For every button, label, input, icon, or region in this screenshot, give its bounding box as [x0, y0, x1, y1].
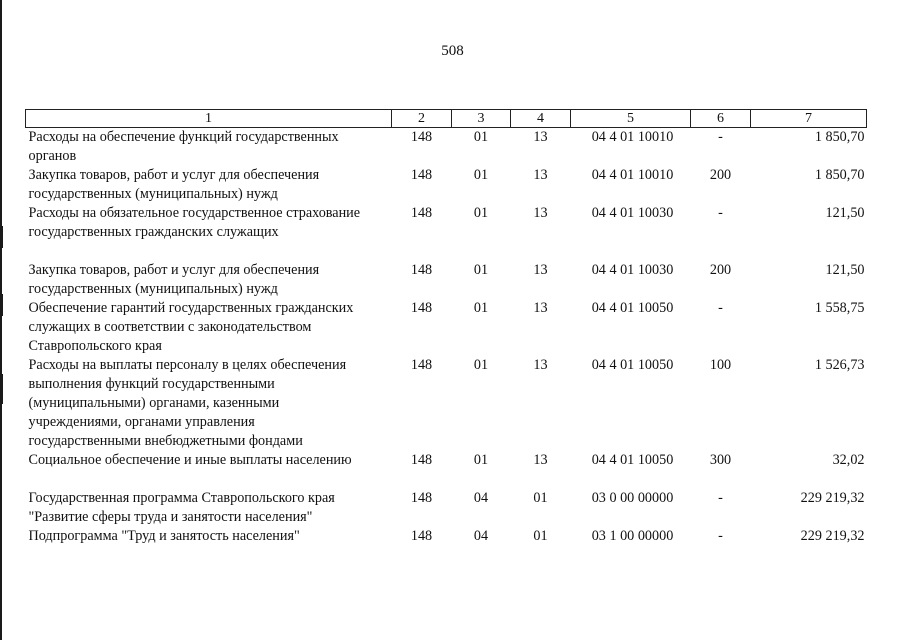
scan-edge-mark [0, 226, 3, 248]
expense-description [26, 451, 392, 470]
description-line: государственных гражданских служащих [28, 224, 279, 240]
expense-type-code: - [718, 490, 723, 506]
table-row [26, 261, 867, 299]
row-spacer [26, 470, 867, 489]
description-line: выполнения функций государственными [28, 376, 275, 392]
header-col-6: 6 [691, 110, 751, 128]
amount: 121,50 [825, 205, 865, 221]
budget-table [25, 109, 867, 546]
amount: 121,50 [825, 262, 865, 278]
ministry-code: 148 [410, 300, 433, 316]
header-col-2: 2 [392, 110, 452, 128]
section-code: 01 [473, 129, 489, 145]
scan-edge-mark [0, 294, 3, 316]
ministry-code: 148 [410, 490, 433, 506]
ministry-code: 148 [410, 262, 433, 278]
table-row [26, 166, 867, 204]
target-article-code: 04 4 01 10010 [591, 129, 674, 145]
expense-type-code: - [718, 300, 723, 316]
amount: 1 850,70 [814, 167, 865, 183]
header-col-7: 7 [751, 110, 867, 128]
table-row [26, 299, 867, 356]
section-code: 04 [473, 528, 489, 544]
subsection-code: 13 [533, 262, 548, 278]
section-code: 01 [473, 300, 489, 316]
description-line: государственными внебюджетными фондами [28, 433, 303, 449]
description-line: "Развитие сферы труда и занятости населения" [28, 509, 313, 525]
description-line: Расходы на обеспечение функций государственных [28, 129, 339, 145]
amount: 1 850,70 [814, 129, 865, 145]
expense-description [26, 299, 392, 356]
target-article-code: 04 4 01 10030 [591, 205, 674, 221]
description-line: Обеспечение гарантий государственных гражданских [28, 300, 354, 316]
target-article-code: 03 0 00 00000 [591, 490, 674, 506]
subsection-code: 13 [533, 357, 548, 373]
description-line: (муниципальными) органами, казенными [28, 395, 280, 411]
ministry-code: 148 [410, 205, 433, 221]
amount: 229 219,32 [800, 490, 865, 506]
target-article-code: 04 4 01 10010 [591, 167, 674, 183]
ministry-code: 148 [410, 528, 433, 544]
target-article-code: 04 4 01 10050 [591, 452, 674, 468]
description-line: Закупка товаров, работ и услуг для обеспечения [28, 262, 320, 278]
header-col-5: 5 [571, 110, 691, 128]
subsection-code: 01 [533, 490, 548, 506]
expense-description [26, 356, 392, 451]
section-code: 01 [473, 205, 489, 221]
amount: 1 526,73 [814, 357, 865, 373]
table-row [26, 527, 867, 546]
subsection-code: 13 [533, 167, 548, 183]
expense-description [26, 489, 392, 527]
target-article-code: 03 1 00 00000 [591, 528, 674, 544]
description-line: органов [28, 148, 77, 164]
expense-description [26, 261, 392, 299]
table-row [26, 451, 867, 470]
description-line: Закупка товаров, работ и услуг для обеспечения [28, 167, 320, 183]
description-line: Государственная программа Ставропольского края [28, 490, 335, 506]
target-article-code: 04 4 01 10050 [591, 357, 674, 373]
page-number: 508 [441, 43, 464, 59]
ministry-code: 148 [410, 129, 433, 145]
expense-description [26, 128, 392, 167]
spacer-cell [26, 470, 867, 489]
section-code: 01 [473, 167, 489, 183]
description-line: Ставропольского края [28, 338, 162, 354]
description-line: служащих в соответствии с законодательством [28, 319, 312, 335]
row-spacer [26, 242, 867, 261]
description-line: государственных (муниципальных) нужд [28, 281, 278, 297]
ministry-code: 148 [410, 357, 433, 373]
expense-description [26, 166, 392, 204]
subsection-code: 13 [533, 300, 548, 316]
section-code: 04 [473, 490, 489, 506]
description-line: Расходы на выплаты персоналу в целях обеспечения [28, 357, 347, 373]
expense-type-code: 300 [709, 452, 732, 468]
ministry-code: 148 [410, 452, 433, 468]
header-col-4: 4 [511, 110, 571, 128]
table-row [26, 128, 867, 167]
target-article-code: 04 4 01 10030 [591, 262, 674, 278]
expense-type-code: 200 [709, 262, 732, 278]
section-code: 01 [473, 452, 489, 468]
header-col-1: 1 [26, 110, 392, 128]
expense-type-code: 200 [709, 167, 732, 183]
expense-type-code: 100 [709, 357, 732, 373]
expense-type-code: - [718, 528, 723, 544]
table-row [26, 489, 867, 527]
amount: 1 558,75 [814, 300, 865, 316]
expense-description [26, 527, 392, 546]
spacer-cell [26, 242, 867, 261]
description-line: Расходы на обязательное государственное страхование [28, 205, 361, 221]
table-row [26, 356, 867, 451]
section-code: 01 [473, 357, 489, 373]
ministry-code: 148 [410, 167, 433, 183]
description-line: учреждениями, органами управления [28, 414, 255, 430]
description-line: государственных (муниципальных) нужд [28, 186, 278, 202]
table-row [26, 204, 867, 242]
scan-left-border [0, 0, 2, 640]
description-line: Подпрограмма "Труд и занятость населения" [28, 528, 300, 544]
scan-edge-mark [0, 374, 3, 404]
subsection-code: 13 [533, 129, 548, 145]
description-line: Социальное обеспечение и иные выплаты населению [28, 452, 352, 468]
expense-type-code: - [718, 129, 723, 145]
table-header-row [26, 110, 867, 128]
subsection-code: 01 [533, 528, 548, 544]
amount: 229 219,32 [800, 528, 865, 544]
subsection-code: 13 [533, 452, 548, 468]
target-article-code: 04 4 01 10050 [591, 300, 674, 316]
header-col-3: 3 [452, 110, 511, 128]
subsection-code: 13 [533, 205, 548, 221]
expense-type-code: - [718, 205, 723, 221]
section-code: 01 [473, 262, 489, 278]
expense-description [26, 204, 392, 242]
amount: 32,02 [832, 452, 865, 468]
